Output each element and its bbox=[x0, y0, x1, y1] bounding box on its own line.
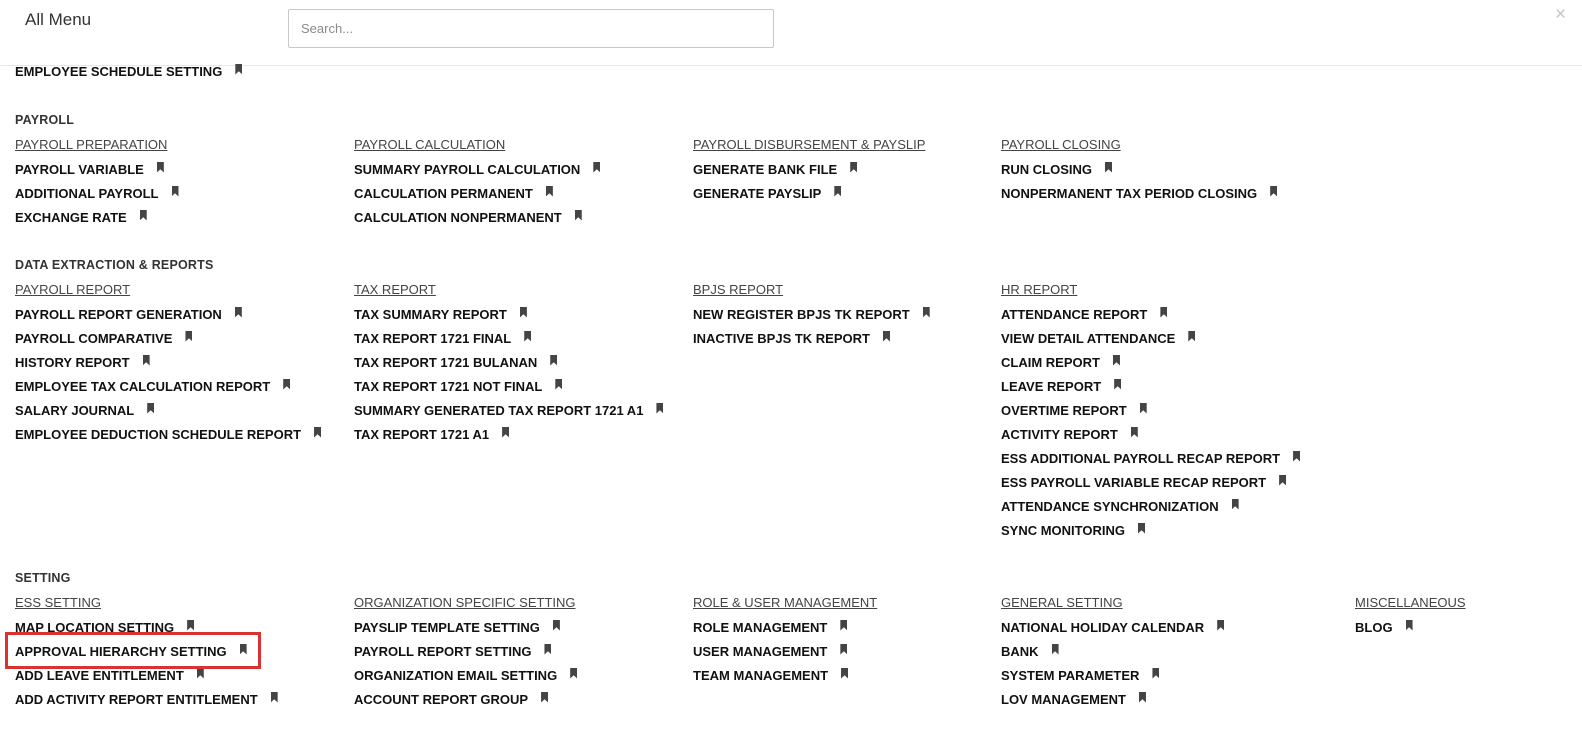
menu-item-label: NEW REGISTER BPJS TK REPORT bbox=[693, 306, 910, 322]
bookmark-icon[interactable] bbox=[1188, 331, 1195, 342]
bookmark-icon[interactable] bbox=[524, 331, 531, 342]
bookmark-icon[interactable] bbox=[1279, 475, 1286, 486]
menu-item-summary-payroll-calculation[interactable] bbox=[354, 157, 600, 181]
menu-item-label: NATIONAL HOLIDAY CALENDAR bbox=[1001, 619, 1205, 635]
menu-column-payroll-closing bbox=[1001, 133, 1277, 205]
menu-item-payroll-report-generation[interactable] bbox=[15, 302, 321, 326]
column-heading-tax-report[interactable]: TAX REPORT bbox=[354, 282, 436, 297]
menu-item-label: LEAVE REPORT bbox=[1001, 378, 1102, 394]
top-menu-group bbox=[15, 59, 242, 83]
menu-content bbox=[0, 63, 1582, 730]
menu-item-salary-journal[interactable] bbox=[15, 398, 321, 422]
bookmark-icon[interactable] bbox=[656, 403, 663, 414]
bookmark-icon[interactable] bbox=[555, 379, 562, 390]
menu-item-label: PAYROLL REPORT GENERATION bbox=[15, 306, 222, 322]
menu-item-label: ADDITIONAL PAYROLL bbox=[15, 185, 159, 201]
column-heading-general-setting[interactable]: GENERAL SETTING bbox=[1001, 595, 1123, 610]
bookmark-icon[interactable] bbox=[185, 331, 192, 342]
menu-item-label: MAP LOCATION SETTING bbox=[15, 619, 175, 635]
bookmark-icon[interactable] bbox=[1152, 668, 1159, 679]
menu-item-label: INACTIVE BPJS TK REPORT bbox=[693, 330, 870, 346]
bookmark-icon[interactable] bbox=[1052, 644, 1059, 655]
menu-item-lov-management[interactable] bbox=[1001, 687, 1224, 711]
column-heading-ess-setting[interactable]: ESS SETTING bbox=[15, 595, 101, 610]
bookmark-icon[interactable] bbox=[1232, 499, 1239, 510]
menu-item-label: GENERATE BANK FILE bbox=[693, 161, 838, 177]
bookmark-icon[interactable] bbox=[520, 307, 527, 318]
menu-item-label: USER MANAGEMENT bbox=[693, 643, 828, 659]
menu-item-claim-report[interactable] bbox=[1001, 350, 1300, 374]
menu-item-employee-deduction-schedule-report[interactable] bbox=[15, 422, 321, 446]
bookmark-icon[interactable] bbox=[147, 403, 154, 414]
menu-item-map-location-setting[interactable] bbox=[15, 615, 278, 639]
menu-item-tax-summary-report[interactable] bbox=[354, 302, 663, 326]
menu-item-calculation-permanent[interactable] bbox=[354, 181, 600, 205]
bookmark-icon[interactable] bbox=[1139, 692, 1146, 703]
menu-item-tax-report-1721-bulanan[interactable] bbox=[354, 350, 663, 374]
menu-item-label: GENERATE PAYSLIP bbox=[693, 185, 822, 201]
menu-item-label: ATTENDANCE SYNCHRONIZATION bbox=[1001, 498, 1219, 514]
bookmark-icon[interactable] bbox=[575, 210, 582, 221]
menu-item-label: ADD LEAVE ENTITLEMENT bbox=[15, 667, 184, 683]
menu-item-label: BLOG bbox=[1355, 619, 1393, 635]
menu-item-label: SYSTEM PARAMETER bbox=[1001, 667, 1140, 683]
bookmark-icon[interactable] bbox=[850, 162, 857, 173]
bookmark-icon[interactable] bbox=[541, 692, 548, 703]
section-title-setting: SETTING bbox=[15, 571, 71, 585]
menu-column-role-and-user-management bbox=[693, 591, 877, 687]
bookmark-icon[interactable] bbox=[140, 210, 147, 221]
menu-column-payroll-calculation bbox=[354, 133, 600, 229]
menu-item-label: SALARY JOURNAL bbox=[15, 402, 135, 418]
menu-item-label: ORGANIZATION EMAIL SETTING bbox=[354, 667, 558, 683]
menu-item-ess-payroll-variable-recap-report[interactable] bbox=[1001, 470, 1300, 494]
menu-item-label: PAYROLL REPORT SETTING bbox=[354, 643, 532, 659]
menu-header bbox=[0, 0, 1582, 66]
menu-item-label: BANK bbox=[1001, 643, 1039, 659]
menu-item-label: HISTORY REPORT bbox=[15, 354, 130, 370]
bookmark-icon[interactable] bbox=[187, 620, 194, 631]
menu-item-label: LOV MANAGEMENT bbox=[1001, 691, 1126, 707]
search-input[interactable] bbox=[288, 9, 774, 48]
menu-item-label: PAYROLL COMPARATIVE bbox=[15, 330, 173, 346]
menu-item-sync-monitoring[interactable] bbox=[1001, 518, 1300, 542]
menu-item-label: ROLE MANAGEMENT bbox=[693, 619, 828, 635]
menu-column-organization-specific-setting bbox=[354, 591, 577, 711]
bookmark-icon[interactable] bbox=[840, 644, 847, 655]
menu-item-payroll-comparative[interactable] bbox=[15, 326, 321, 350]
bookmark-icon[interactable] bbox=[834, 186, 841, 197]
menu-item-label: EMPLOYEE DEDUCTION SCHEDULE REPORT bbox=[15, 426, 302, 442]
menu-column-hr-report bbox=[1001, 278, 1300, 542]
menu-item-label: NONPERMANENT TAX PERIOD CLOSING bbox=[1001, 185, 1258, 201]
menu-item-organization-email-setting[interactable] bbox=[354, 663, 577, 687]
bookmark-icon[interactable] bbox=[502, 427, 509, 438]
menu-item-overtime-report[interactable] bbox=[1001, 398, 1300, 422]
menu-item-leave-report[interactable] bbox=[1001, 374, 1300, 398]
menu-item-summary-generated-tax-report-1721-a1[interactable] bbox=[354, 398, 663, 422]
menu-item-national-holiday-calendar[interactable] bbox=[1001, 615, 1224, 639]
menu-column-tax-report bbox=[354, 278, 663, 446]
menu-item-attendance-report[interactable] bbox=[1001, 302, 1300, 326]
bookmark-icon[interactable] bbox=[1293, 451, 1300, 462]
bookmark-icon[interactable] bbox=[197, 668, 204, 679]
page-title: All Menu bbox=[25, 10, 92, 29]
bookmark-icon[interactable] bbox=[840, 620, 847, 631]
menu-item-label: SUMMARY GENERATED TAX REPORT 1721 A1 bbox=[354, 402, 644, 418]
menu-item-run-closing[interactable] bbox=[1001, 157, 1277, 181]
bookmark-icon[interactable] bbox=[883, 331, 890, 342]
section-title-data-extraction-and-reports: DATA EXTRACTION & REPORTS bbox=[15, 258, 214, 272]
bookmark-icon[interactable] bbox=[157, 162, 164, 173]
close-icon[interactable]: × bbox=[1555, 4, 1567, 25]
menu-item-blog[interactable] bbox=[1355, 615, 1466, 639]
bookmark-icon[interactable] bbox=[1113, 355, 1120, 366]
bookmark-icon[interactable] bbox=[143, 355, 150, 366]
menu-item-label: APPROVAL HIERARCHY SETTING bbox=[15, 643, 227, 659]
menu-item-label: CALCULATION NONPERMANENT bbox=[354, 209, 562, 225]
bookmark-icon[interactable] bbox=[1114, 379, 1121, 390]
column-heading-payroll-closing[interactable]: PAYROLL CLOSING bbox=[1001, 137, 1121, 152]
bookmark-icon[interactable] bbox=[271, 692, 278, 703]
menu-item-label: CALCULATION PERMANENT bbox=[354, 185, 533, 201]
menu-item-label: ACTIVITY REPORT bbox=[1001, 426, 1118, 442]
menu-item-tax-report-1721-not-final[interactable] bbox=[354, 374, 663, 398]
bookmark-icon[interactable] bbox=[1217, 620, 1224, 631]
section-title-payroll: PAYROLL bbox=[15, 113, 75, 127]
menu-item-generate-bank-file[interactable] bbox=[693, 157, 925, 181]
menu-item-ess-additional-payroll-recap-report[interactable] bbox=[1001, 446, 1300, 470]
menu-item-history-report[interactable] bbox=[15, 350, 321, 374]
menu-item-label: TAX REPORT 1721 A1 bbox=[354, 426, 490, 442]
column-heading-payroll-calculation[interactable]: PAYROLL CALCULATION bbox=[354, 137, 506, 152]
menu-item-label: PAYSLIP TEMPLATE SETTING bbox=[354, 619, 540, 635]
bookmark-icon[interactable] bbox=[570, 668, 577, 679]
menu-column-miscellaneous bbox=[1355, 591, 1466, 639]
menu-item-generate-payslip[interactable] bbox=[693, 181, 925, 205]
menu-item-label: TEAM MANAGEMENT bbox=[693, 667, 829, 683]
menu-item-payslip-template-setting[interactable] bbox=[354, 615, 577, 639]
menu-item-approval-hierarchy-setting[interactable] bbox=[15, 639, 278, 663]
bookmark-icon[interactable] bbox=[1140, 403, 1147, 414]
bookmark-icon[interactable] bbox=[1160, 307, 1167, 318]
menu-item-account-report-group[interactable] bbox=[354, 687, 577, 711]
menu-item-label: EXCHANGE RATE bbox=[15, 209, 127, 225]
column-heading-role-and-user-management[interactable]: ROLE & USER MANAGEMENT bbox=[693, 595, 878, 610]
bookmark-icon[interactable] bbox=[546, 186, 553, 197]
bookmark-icon[interactable] bbox=[172, 186, 179, 197]
bookmark-icon[interactable] bbox=[1105, 162, 1112, 173]
menu-item-calculation-nonpermanent[interactable] bbox=[354, 205, 600, 229]
bookmark-icon[interactable] bbox=[1131, 427, 1138, 438]
menu-item-bank[interactable] bbox=[1001, 639, 1224, 663]
bookmark-icon[interactable] bbox=[841, 668, 848, 679]
menu-item-add-activity-report-entitlement[interactable] bbox=[15, 687, 278, 711]
menu-item-label: PAYROLL VARIABLE bbox=[15, 161, 144, 177]
menu-item-employee-schedule-setting[interactable] bbox=[15, 59, 242, 83]
menu-column-payroll-report bbox=[15, 278, 321, 446]
column-heading-hr-report[interactable]: HR REPORT bbox=[1001, 282, 1078, 297]
bookmark-icon[interactable] bbox=[1138, 523, 1145, 534]
menu-item-label: EMPLOYEE TAX CALCULATION REPORT bbox=[15, 378, 271, 394]
menu-column-general-setting bbox=[1001, 591, 1224, 711]
bookmark-icon[interactable] bbox=[1270, 186, 1277, 197]
menu-item-label: ESS ADDITIONAL PAYROLL RECAP REPORT bbox=[1001, 450, 1281, 466]
menu-column-bpjs-report bbox=[693, 278, 930, 350]
menu-item-label: TAX REPORT 1721 FINAL bbox=[354, 330, 512, 346]
column-heading-bpjs-report[interactable]: BPJS REPORT bbox=[693, 282, 784, 297]
menu-item-label: RUN CLOSING bbox=[1001, 161, 1092, 177]
bookmark-icon[interactable] bbox=[235, 307, 242, 318]
bookmark-icon[interactable] bbox=[283, 379, 290, 390]
bookmark-icon[interactable] bbox=[923, 307, 930, 318]
menu-column-payroll-disbursement-and-payslip bbox=[693, 133, 925, 205]
menu-item-label: OVERTIME REPORT bbox=[1001, 402, 1127, 418]
menu-item-system-parameter[interactable] bbox=[1001, 663, 1224, 687]
menu-item-add-leave-entitlement[interactable] bbox=[15, 663, 278, 687]
menu-item-label: CLAIM REPORT bbox=[1001, 354, 1100, 370]
menu-item-role-management[interactable] bbox=[693, 615, 877, 639]
menu-item-view-detail-attendance[interactable] bbox=[1001, 326, 1300, 350]
menu-item-nonpermanent-tax-period-closing[interactable] bbox=[1001, 181, 1277, 205]
menu-item-label: EMPLOYEE SCHEDULE SETTING bbox=[15, 63, 223, 79]
menu-item-attendance-synchronization[interactable] bbox=[1001, 494, 1300, 518]
bookmark-icon[interactable] bbox=[240, 644, 247, 655]
menu-item-label: TAX REPORT 1721 NOT FINAL bbox=[354, 378, 543, 394]
menu-item-label: SUMMARY PAYROLL CALCULATION bbox=[354, 161, 581, 177]
menu-item-label: ADD ACTIVITY REPORT ENTITLEMENT bbox=[15, 691, 258, 707]
bookmark-icon[interactable] bbox=[235, 64, 242, 75]
menu-item-new-register-bpjs-tk-report[interactable] bbox=[693, 302, 930, 326]
menu-item-label: VIEW DETAIL ATTENDANCE bbox=[1001, 330, 1176, 346]
column-heading-payroll-preparation[interactable]: PAYROLL PREPARATION bbox=[15, 137, 168, 152]
menu-item-team-management[interactable] bbox=[693, 663, 877, 687]
column-heading-organization-specific-setting[interactable]: ORGANIZATION SPECIFIC SETTING bbox=[354, 595, 576, 610]
bookmark-icon[interactable] bbox=[550, 355, 557, 366]
menu-item-label: TAX REPORT 1721 BULANAN bbox=[354, 354, 538, 370]
menu-column-payroll-preparation bbox=[15, 133, 179, 229]
menu-item-label: ESS PAYROLL VARIABLE RECAP REPORT bbox=[1001, 474, 1267, 490]
bookmark-icon[interactable] bbox=[1406, 620, 1413, 631]
menu-item-exchange-rate[interactable] bbox=[15, 205, 179, 229]
bookmark-icon[interactable] bbox=[593, 162, 600, 173]
menu-column-ess-setting bbox=[15, 591, 278, 711]
menu-item-employee-tax-calculation-report[interactable] bbox=[15, 374, 321, 398]
menu-item-payroll-variable[interactable] bbox=[15, 157, 179, 181]
menu-item-tax-report-1721-final[interactable] bbox=[354, 326, 663, 350]
menu-item-activity-report[interactable] bbox=[1001, 422, 1300, 446]
bookmark-icon[interactable] bbox=[544, 644, 551, 655]
column-heading-miscellaneous[interactable]: MISCELLANEOUS bbox=[1355, 595, 1466, 610]
column-heading-payroll-disbursement-and-payslip[interactable]: PAYROLL DISBURSEMENT & PAYSLIP bbox=[693, 137, 926, 152]
menu-item-label: ACCOUNT REPORT GROUP bbox=[354, 691, 529, 707]
menu-item-payroll-report-setting[interactable] bbox=[354, 639, 577, 663]
menu-item-inactive-bpjs-tk-report[interactable] bbox=[693, 326, 930, 350]
menu-item-user-management[interactable] bbox=[693, 639, 877, 663]
bookmark-icon[interactable] bbox=[553, 620, 560, 631]
menu-item-label: TAX SUMMARY REPORT bbox=[354, 306, 507, 322]
menu-item-label: SYNC MONITORING bbox=[1001, 522, 1125, 538]
menu-item-additional-payroll[interactable] bbox=[15, 181, 179, 205]
menu-item-label: ATTENDANCE REPORT bbox=[1001, 306, 1148, 322]
column-heading-payroll-report[interactable]: PAYROLL REPORT bbox=[15, 282, 131, 297]
bookmark-icon[interactable] bbox=[314, 427, 321, 438]
menu-item-tax-report-1721-a1[interactable] bbox=[354, 422, 663, 446]
